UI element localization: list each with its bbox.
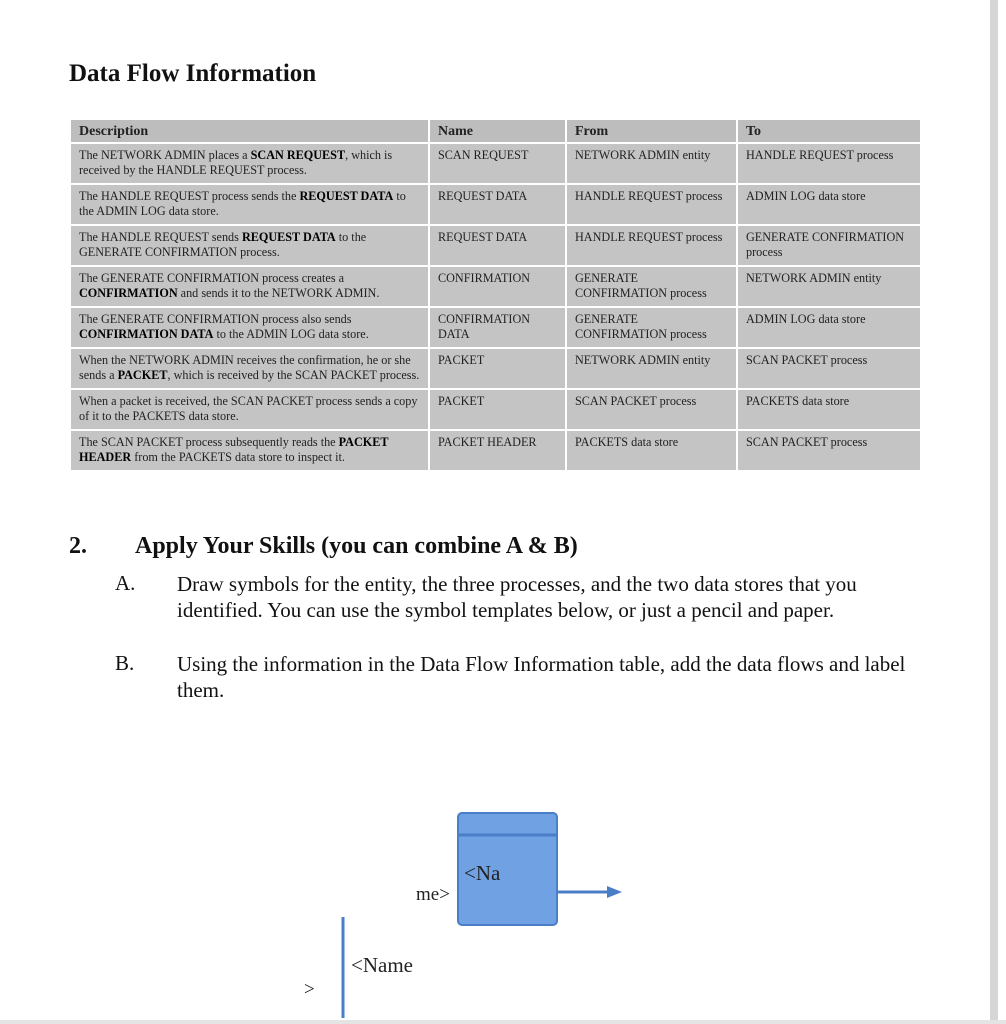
cell-description <box>70 143 429 184</box>
cell-from: GENERATE CONFIRMATION process <box>566 307 737 348</box>
description-emphasis: SCAN REQUEST <box>250 148 346 162</box>
data-store-name-label: <Name <box>351 953 413 977</box>
cell-to: SCAN PACKET process <box>737 348 921 389</box>
cell-name: REQUEST DATA <box>429 225 566 266</box>
cell-to: PACKETS data store <box>737 389 921 430</box>
description-emphasis: CONFIRMATION <box>79 286 178 300</box>
table-row <box>70 348 921 389</box>
description-text: The GENERATE CONFIRMATION process also sends <box>79 312 352 326</box>
cell-to: NETWORK ADMIN entity <box>737 266 921 307</box>
description-text: to the GENERATE CONFIRMATION process. <box>79 230 367 259</box>
cell-description <box>70 430 429 471</box>
description-emphasis: PACKET <box>117 368 168 382</box>
description-emphasis: REQUEST DATA <box>241 230 336 244</box>
table-row <box>70 184 921 225</box>
cell-name: SCAN REQUEST <box>429 143 566 184</box>
description-text: When a packet is received, the SCAN PACKET process sends a copy of it to the PACKETS data store. <box>79 394 418 423</box>
cell-description <box>70 307 429 348</box>
data-flow-table <box>69 118 922 472</box>
question-title: Apply Your Skills (you can combine A & B) <box>135 533 578 559</box>
header-name: Name <box>429 119 566 143</box>
question-number: 2. <box>69 533 87 559</box>
cell-from: HANDLE REQUEST process <box>566 184 737 225</box>
cell-from: NETWORK ADMIN entity <box>566 348 737 389</box>
symbol-templates-drawing <box>0 780 990 1020</box>
cell-from: PACKETS data store <box>566 430 737 471</box>
cell-name: PACKET HEADER <box>429 430 566 471</box>
cell-from: HANDLE REQUEST process <box>566 225 737 266</box>
table-row <box>70 307 921 348</box>
description-text: and sends it to the NETWORK ADMIN. <box>177 286 380 300</box>
cell-description <box>70 184 429 225</box>
description-emphasis: CONFIRMATION DATA <box>79 327 214 341</box>
description-text: to the ADMIN LOG data store. <box>213 327 369 341</box>
cell-from: SCAN PACKET process <box>566 389 737 430</box>
description-text: to the ADMIN LOG data store. <box>79 189 406 218</box>
description-text: The GENERATE CONFIRMATION process creates a <box>79 271 345 285</box>
description-text: The NETWORK ADMIN places a <box>79 148 251 162</box>
table-row <box>70 266 921 307</box>
cell-name: PACKET <box>429 389 566 430</box>
description-text: When the NETWORK ADMIN receives the confirmation, he or she sends a <box>79 353 411 382</box>
bottom-page-edge <box>0 1020 1006 1024</box>
item-a-text: Draw symbols for the entity, the three processes, and the two data stores that you identified. You can use the symbol templates below, or just a pencil and paper. <box>177 572 857 622</box>
process-name-fragment: me> <box>416 884 450 905</box>
header-to: To <box>737 119 921 143</box>
table-row <box>70 225 921 266</box>
header-description: Description <box>70 119 429 143</box>
cell-name: REQUEST DATA <box>429 184 566 225</box>
data-flow-arrowhead <box>607 886 622 898</box>
header-from: From <box>566 119 737 143</box>
cell-from: NETWORK ADMIN entity <box>566 143 737 184</box>
cell-name: PACKET <box>429 348 566 389</box>
description-text: from the PACKETS data store to inspect it. <box>131 450 345 464</box>
cell-description <box>70 225 429 266</box>
description-text: , which is received by the HANDLE REQUEST process. <box>79 148 393 177</box>
page-title: Data Flow Information <box>69 60 317 87</box>
stray-mark: > <box>304 979 315 1000</box>
cell-to: ADMIN LOG data store <box>737 184 921 225</box>
table-body <box>70 143 921 471</box>
table-row <box>70 430 921 471</box>
description-emphasis: PACKET HEADER <box>79 435 389 464</box>
description-text: , which is received by the SCAN PACKET process. <box>167 368 420 382</box>
cell-name: CONFIRMATION DATA <box>429 307 566 348</box>
cell-from: GENERATE CONFIRMATION process <box>566 266 737 307</box>
description-text: The SCAN PACKET process subsequently reads the <box>79 435 339 449</box>
cell-to: SCAN PACKET process <box>737 430 921 471</box>
item-b-letter: B. <box>115 651 135 675</box>
table-row <box>70 143 921 184</box>
process-name-label: <Na <box>464 861 501 885</box>
cell-to: ADMIN LOG data store <box>737 307 921 348</box>
cell-to: GENERATE CONFIRMATION process <box>737 225 921 266</box>
description-emphasis: REQUEST DATA <box>299 189 394 203</box>
cell-description <box>70 266 429 307</box>
cell-to: HANDLE REQUEST process <box>737 143 921 184</box>
table-header-row <box>70 119 921 143</box>
cell-description <box>70 348 429 389</box>
description-text: The HANDLE REQUEST sends <box>79 230 242 244</box>
description-text: The HANDLE REQUEST process sends the <box>79 189 300 203</box>
cell-name: CONFIRMATION <box>429 266 566 307</box>
table-row <box>70 389 921 430</box>
item-a-letter: A. <box>115 571 136 595</box>
cell-description <box>70 389 429 430</box>
right-page-edge <box>990 0 998 1024</box>
symbol-templates <box>0 780 990 1020</box>
item-b-text: Using the information in the Data Flow Information table, add the data flows and label them. <box>177 652 906 702</box>
